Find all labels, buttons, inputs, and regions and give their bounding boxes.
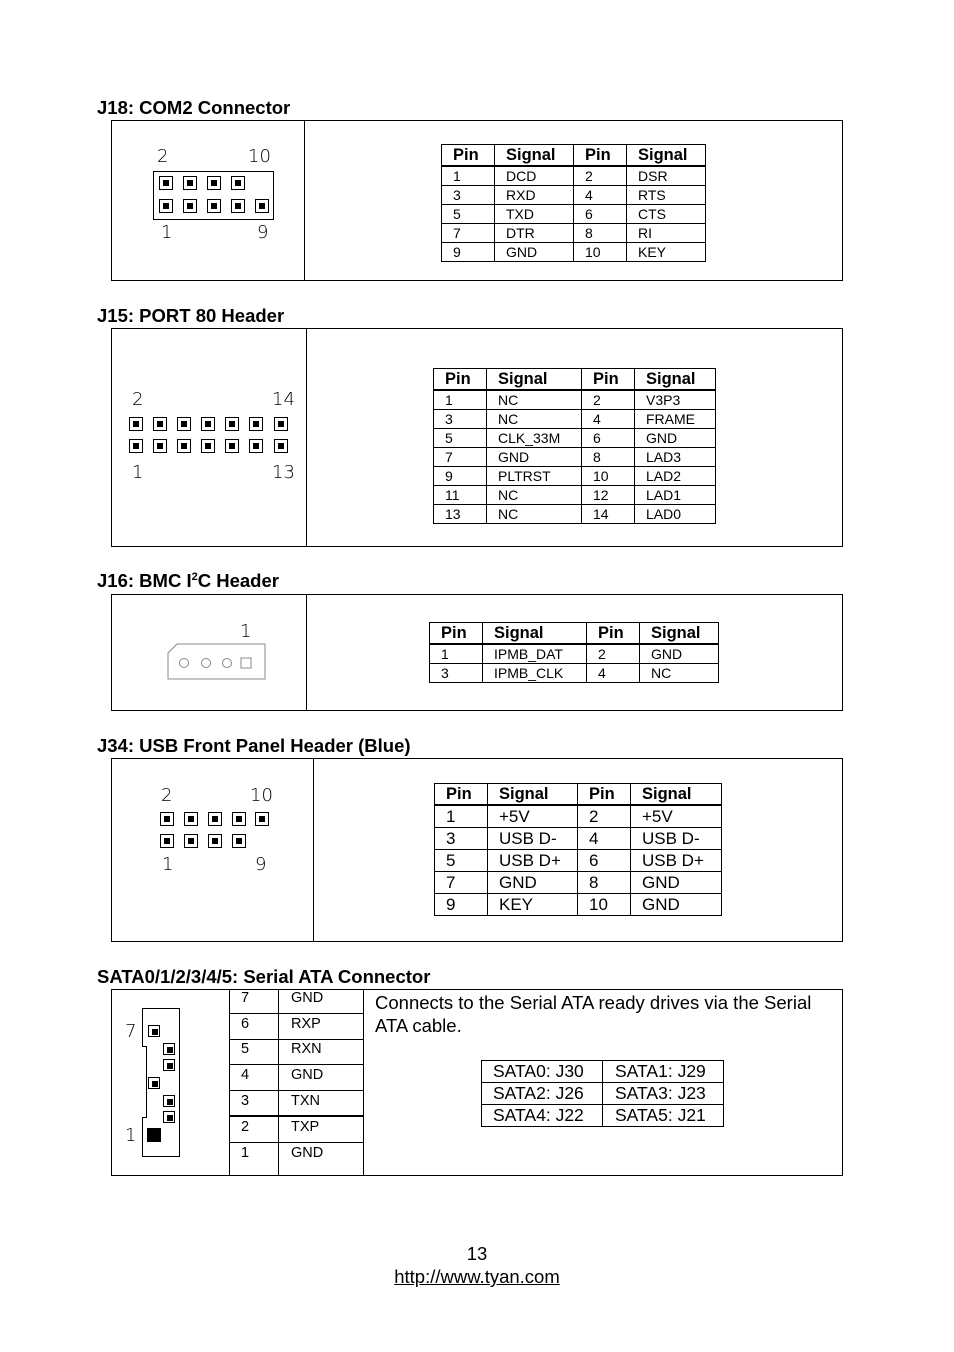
col-header-signal: Signal [631, 784, 722, 806]
cell: 4 [582, 410, 635, 429]
j34-pin-label-1: 1 [162, 854, 174, 875]
pin-signal: RXN [291, 1041, 322, 1057]
j15-pin [177, 417, 191, 431]
j15-pin [274, 439, 288, 453]
table-row [442, 186, 706, 205]
cell: LAD1 [635, 486, 716, 505]
sata-connector-slot [142, 1046, 147, 1118]
cell: NC [487, 390, 582, 410]
pin-number: 6 [241, 1016, 250, 1032]
pin-signal: RXP [291, 1016, 321, 1032]
col-header-signal: Signal [487, 369, 582, 391]
cell: 1 [442, 166, 495, 186]
cell: NC [487, 505, 582, 524]
cell: 2 [578, 805, 631, 828]
cell: 8 [574, 224, 627, 243]
cell: 5 [442, 205, 495, 224]
cell: 5 [435, 850, 488, 872]
j34-pin [184, 834, 198, 848]
cell: GND [488, 872, 578, 894]
table-row [442, 243, 706, 262]
cell: 6 [578, 850, 631, 872]
pin-number: 4 [241, 1067, 250, 1083]
j15-pin [153, 439, 167, 453]
cell: 4 [587, 664, 640, 683]
cell: +5V [488, 805, 578, 828]
cell: RXD [495, 186, 574, 205]
j18-pin [159, 176, 173, 190]
j34-pin [232, 812, 246, 826]
j16-heading [97, 570, 279, 592]
col-header-pin: Pin [442, 145, 495, 167]
j34-heading: J34: USB Front Panel Header (Blue) [97, 735, 411, 756]
cell: 9 [442, 243, 495, 262]
cell: 2 [587, 644, 640, 664]
col-header-pin: Pin [430, 623, 483, 645]
cell: 10 [582, 467, 635, 486]
j34-pin [160, 812, 174, 826]
sata-box [111, 989, 843, 1176]
cell: 9 [434, 467, 487, 486]
cell: DTR [495, 224, 574, 243]
cell: 10 [574, 243, 627, 262]
j15-pin [225, 417, 239, 431]
j18-pin [159, 199, 173, 213]
cell: 3 [435, 828, 488, 850]
cell: SATA1: J29 [603, 1061, 724, 1083]
j16-connector-diagram [167, 643, 267, 681]
cell: +5V [631, 805, 722, 828]
cell: GND [631, 894, 722, 916]
cell: 10 [578, 894, 631, 916]
table-row [435, 872, 722, 894]
j18-pin-label-2: 2 [157, 146, 169, 167]
sata-pin-label-1: 1 [125, 1125, 137, 1146]
cell: 14 [582, 505, 635, 524]
sata-pin [163, 1043, 175, 1055]
pin-number: 1 [241, 1145, 250, 1161]
cell: KEY [627, 243, 706, 262]
pin-number: 2 [241, 1119, 250, 1135]
page-number: 13 [466, 1243, 488, 1264]
sata-pin [163, 1059, 175, 1071]
cell: 2 [574, 166, 627, 186]
j18-heading: J18: COM2 Connector [97, 97, 291, 118]
table-row [430, 664, 719, 683]
j34-pin-label-2: 2 [161, 785, 173, 806]
j15-pin [129, 417, 143, 431]
table-row [435, 828, 722, 850]
j16-divider [306, 595, 307, 710]
j34-pin-table [434, 783, 722, 916]
cell: 3 [442, 186, 495, 205]
list-item [230, 1092, 364, 1117]
col-header-signal: Signal [483, 623, 587, 645]
cell: GND [640, 644, 719, 664]
cell: NC [640, 664, 719, 683]
cell: USB D- [631, 828, 722, 850]
table-row [442, 224, 706, 243]
sata-pin-1 [147, 1128, 161, 1142]
footer-url-link[interactable]: http://www.tyan.com [394, 1266, 560, 1287]
sata-pin [148, 1077, 160, 1089]
col-header-pin: Pin [574, 145, 627, 167]
cell: 1 [434, 390, 487, 410]
cell: 3 [434, 410, 487, 429]
cell: 5 [434, 429, 487, 448]
col-header-signal: Signal [635, 369, 716, 391]
cell: DCD [495, 166, 574, 186]
cell: SATA0: J30 [482, 1061, 603, 1083]
j34-pin-label-10: 10 [250, 785, 273, 806]
cell: USB D- [488, 828, 578, 850]
cell: 3 [430, 664, 483, 683]
table-row [434, 429, 716, 448]
table-row [482, 1083, 724, 1105]
cell: SATA3: J23 [603, 1083, 724, 1105]
pin-signal: TXP [291, 1119, 320, 1135]
pin-signal: TXN [291, 1093, 320, 1109]
cell: 1 [430, 644, 483, 664]
cell: 6 [582, 429, 635, 448]
cell: KEY [488, 894, 578, 916]
sata-pin-list [229, 989, 364, 1176]
sata-pin [163, 1111, 175, 1123]
table-header-row [435, 784, 722, 806]
cell: RTS [627, 186, 706, 205]
cell: 7 [434, 448, 487, 467]
cell: 8 [578, 872, 631, 894]
cell: FRAME [635, 410, 716, 429]
j34-divider [313, 759, 314, 941]
table-row [442, 166, 706, 186]
cell: SATA2: J26 [482, 1083, 603, 1105]
j18-pin [231, 199, 245, 213]
cell: 7 [435, 872, 488, 894]
cell: GND [631, 872, 722, 894]
j16-heading-part: C Header [197, 570, 279, 591]
list-item [230, 989, 364, 1014]
j16-heading-part: J16: BMC I [97, 570, 192, 591]
pin-number: 3 [241, 1093, 250, 1109]
list-item [230, 1066, 364, 1091]
sata-port-table [481, 1060, 724, 1127]
j15-pin-label-2: 2 [132, 389, 144, 410]
j15-pin [225, 439, 239, 453]
col-header-pin: Pin [435, 784, 488, 806]
j18-pin [207, 199, 221, 213]
j34-pin [232, 834, 246, 848]
cell: SATA5: J21 [603, 1105, 724, 1127]
cell: LAD2 [635, 467, 716, 486]
sata-pin-label-7: 7 [125, 1021, 137, 1042]
j34-pin [160, 834, 174, 848]
j18-pin-label-1: 1 [161, 222, 173, 243]
cell: GND [495, 243, 574, 262]
table-row [482, 1061, 724, 1083]
cell: IPMB_CLK [483, 664, 587, 683]
list-item [230, 1144, 364, 1169]
j16-heading-sup: 2 [191, 570, 198, 583]
pin-signal: GND [291, 1145, 324, 1161]
col-header-pin: Pin [434, 369, 487, 391]
sata-pin [148, 1025, 160, 1037]
cell: 11 [434, 486, 487, 505]
cell: GND [487, 448, 582, 467]
j18-pin [183, 199, 197, 213]
table-row [435, 805, 722, 828]
cell: IPMB_DAT [483, 644, 587, 664]
sata-pin [163, 1095, 175, 1107]
j34-pin [255, 812, 269, 826]
j15-pin [249, 439, 263, 453]
j18-pin-label-10: 10 [248, 146, 271, 167]
cell: TXD [495, 205, 574, 224]
cell: USB D+ [631, 850, 722, 872]
col-header-signal: Signal [495, 145, 574, 167]
cell: 8 [582, 448, 635, 467]
j15-pin [177, 439, 191, 453]
j15-pin-label-14: 14 [272, 389, 295, 410]
j15-pin [274, 417, 288, 431]
cell: DSR [627, 166, 706, 186]
cell: CTS [627, 205, 706, 224]
pin-signal: GND [291, 990, 324, 1006]
cell: 2 [582, 390, 635, 410]
j18-pin-table [441, 144, 706, 262]
table-row [430, 644, 719, 664]
table-header-row [430, 623, 719, 645]
j15-heading: J15: PORT 80 Header [97, 305, 285, 326]
table-header-row [434, 369, 716, 391]
table-header-row [442, 145, 706, 167]
j16-pin-table [429, 622, 719, 683]
j34-pin-label-9: 9 [255, 854, 267, 875]
j15-divider [306, 329, 307, 546]
table-row [434, 390, 716, 410]
cell: LAD3 [635, 448, 716, 467]
col-header-signal: Signal [488, 784, 578, 806]
j15-pin [153, 417, 167, 431]
footer-url-row [0, 1266, 954, 1288]
cell: USB D+ [488, 850, 578, 872]
cell: 7 [442, 224, 495, 243]
cell: 13 [434, 505, 487, 524]
cell: NC [487, 486, 582, 505]
table-row [434, 505, 716, 524]
pin-number: 5 [241, 1041, 250, 1057]
list-item [230, 1040, 364, 1065]
j15-pin [201, 417, 215, 431]
cell: 1 [435, 805, 488, 828]
cell: 4 [574, 186, 627, 205]
j16-pin-label-1: 1 [240, 621, 252, 642]
j18-pin [255, 199, 269, 213]
j18-pin [207, 176, 221, 190]
cell: SATA4: J22 [482, 1105, 603, 1127]
cell: RI [627, 224, 706, 243]
j18-pin [231, 176, 245, 190]
col-header-pin: Pin [578, 784, 631, 806]
cell: GND [635, 429, 716, 448]
list-item [230, 1118, 364, 1143]
sata-heading: SATA0/1/2/3/4/5: Serial ATA Connector [97, 966, 431, 987]
pin-signal: GND [291, 1067, 324, 1083]
pin-number: 7 [241, 990, 250, 1006]
cell: CLK_33M [487, 429, 582, 448]
j15-pin-label-13: 13 [272, 462, 295, 483]
col-header-signal: Signal [627, 145, 706, 167]
cell: 6 [574, 205, 627, 224]
j18-divider [304, 121, 305, 280]
list-item [230, 1015, 364, 1040]
cell: V3P3 [635, 390, 716, 410]
j15-pin-table [433, 368, 716, 524]
j18-pin-label-9: 9 [257, 222, 269, 243]
col-header-pin: Pin [582, 369, 635, 391]
cell: LAD0 [635, 505, 716, 524]
cell: NC [487, 410, 582, 429]
sata-description: Connects to the Serial ATA ready drives via the Serial ATA cable. [375, 992, 812, 1036]
sata-connector-diagram [142, 1008, 180, 1157]
j15-pin [129, 439, 143, 453]
j15-pin-label-1: 1 [132, 462, 144, 483]
col-header-signal: Signal [640, 623, 719, 645]
table-row [434, 486, 716, 505]
cell: 12 [582, 486, 635, 505]
cell: 9 [435, 894, 488, 916]
table-row [442, 205, 706, 224]
table-row [435, 894, 722, 916]
j15-pin [249, 417, 263, 431]
j34-pin [208, 834, 222, 848]
table-row [434, 467, 716, 486]
table-row [434, 448, 716, 467]
col-header-pin: Pin [587, 623, 640, 645]
table-row [482, 1105, 724, 1127]
cell: 4 [578, 828, 631, 850]
j18-pin [183, 176, 197, 190]
j34-pin [208, 812, 222, 826]
cell: PLTRST [487, 467, 582, 486]
table-row [434, 410, 716, 429]
table-row [435, 850, 722, 872]
j34-pin [184, 812, 198, 826]
j15-pin [201, 439, 215, 453]
